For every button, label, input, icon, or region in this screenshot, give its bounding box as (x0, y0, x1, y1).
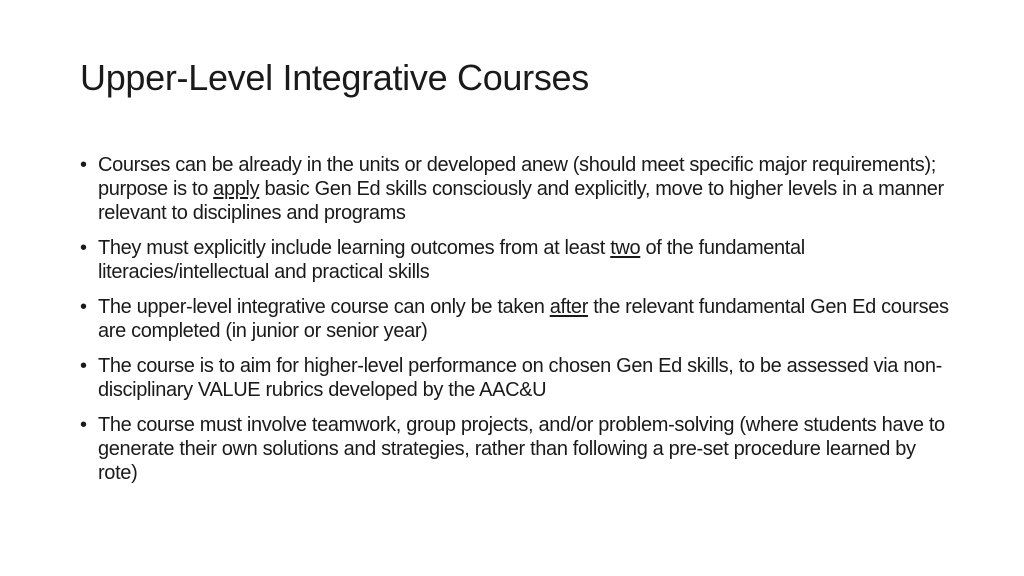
underlined-word: two (610, 237, 641, 259)
bullet-item (80, 354, 960, 402)
bullet-item (80, 153, 960, 225)
bullet-text: The upper-level integrative course can only be taken (98, 296, 550, 318)
underlined-word: apply (213, 178, 260, 200)
bullet-text: basic Gen Ed skills consciously and explicitly, move to higher levels in a manner relevant to disciplines and programs (98, 178, 944, 224)
bullet-text: Courses can be already in the units or developed anew (should meet specific major requirements); purpose is to (98, 154, 936, 200)
bullet-text: The course must involve teamwork, group projects, and/or problem-solving (where students have to generate their own solutions and strategies, rather than following a pre-set procedure learned by rote) (98, 414, 945, 484)
underlined-word: after (549, 296, 589, 318)
bullet-text: the relevant fundamental Gen Ed courses are completed (in junior or senior year) (98, 296, 949, 342)
slide-title: Upper-Level Integrative Courses (80, 57, 589, 98)
bullet-marker: • (80, 414, 87, 436)
bullet-item (80, 413, 960, 485)
bullet-item (80, 236, 960, 284)
bullet-marker: • (80, 237, 87, 259)
bullet-marker: • (80, 355, 87, 377)
bullet-text: The course is to aim for higher-level performance on chosen Gen Ed skills, to be assessed via non-disciplinary VALUE rubrics developed by the AAC&U (98, 355, 942, 401)
bullet-text: of the fundamental literacies/intellectual and practical skills (98, 237, 805, 283)
bullet-item (80, 295, 960, 343)
bullet-marker: • (80, 154, 87, 176)
bullet-marker: • (80, 296, 87, 318)
bullet-list (80, 153, 960, 496)
bullet-text: They must explicitly include learning outcomes from at least (98, 237, 611, 259)
